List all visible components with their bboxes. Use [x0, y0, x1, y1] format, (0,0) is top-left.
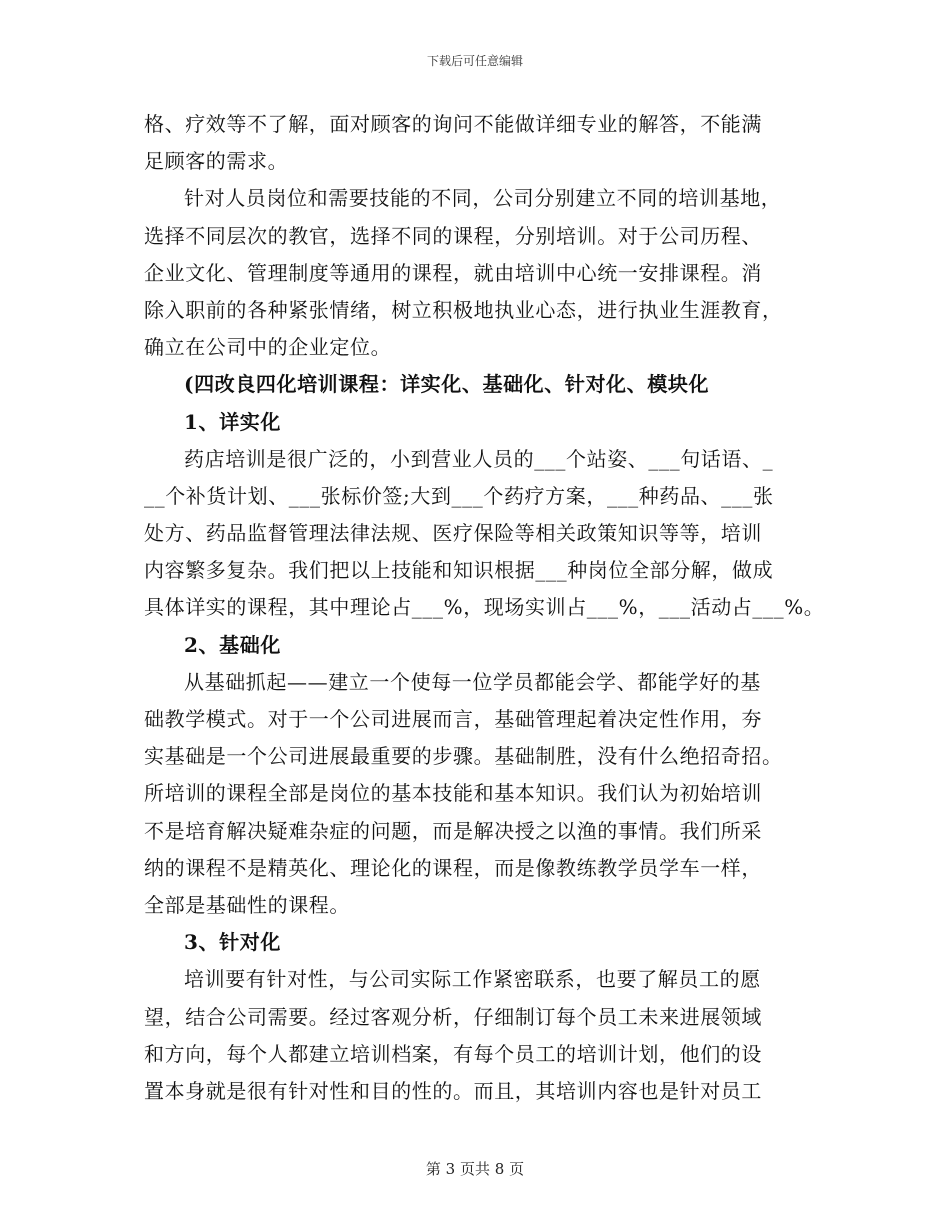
text-line: 全部是基础性的课程。 — [144, 892, 350, 917]
text-line: 药店培训是很广泛的，小到营业人员的___个站姿、___句话语、_ — [184, 446, 774, 471]
text-line: 培训要有针对性，与公司实际工作紧密联系，也要了解员工的愿 — [184, 967, 761, 992]
text-line: 置本身就是很有针对性和目的性的。而且，其培训内容也是针对员工 — [144, 1078, 762, 1103]
text-line: 实基础是一个公司进展最重要的步骤。基础制胜，没有什么绝招奇招。 — [144, 744, 783, 769]
section-heading: 2、基础化 — [184, 632, 281, 657]
text-line: 内容繁多复杂。我们把以上技能和知识根据___种岗位全部分解，做成 — [144, 558, 774, 583]
section-heading: 1、详实化 — [184, 409, 281, 434]
section-heading: (四改良四化培训课程：详实化、基础化、针对化、模块化 — [184, 372, 710, 397]
document-body — [144, 106, 825, 1110]
text-line: 不是培育解决疑难杂症的问题，而是解决授之以渔的事情。我们所采 — [144, 818, 762, 843]
text-line: 础教学模式。对于一个公司进展而言，基础管理起着决定性作用，夯 — [144, 707, 762, 731]
text-line: 望，结合公司需要。经过客观分析，仔细制订每个员工未来进展领域 — [144, 1004, 762, 1029]
text-line: 从基础抓起——建立一个使每一位学员都能会学、都能学好的基 — [184, 669, 761, 694]
text-line: 确立在公司中的企业定位。 — [144, 335, 392, 360]
text-line: 具体详实的课程，其中理论占___%，现场实训占___%，___活动占___%。 — [144, 595, 825, 620]
text-line: 除入职前的各种紧张情绪，树立积极地执业心态，进行执业生涯教育， — [144, 297, 783, 322]
text-line: 处方、药品监督管理法律法规、医疗保险等相关政策知识等等，培训 — [144, 521, 762, 546]
text-line: 针对人员岗位和需要技能的不同，公司分别建立不同的培训基地， — [184, 186, 782, 211]
text-line: 纳的课程不是精英化、理论化的课程，而是像教练教学员学车一样， — [144, 855, 762, 880]
text-line: 选择不同层次的教官，选择不同的课程，分别培训。对于公司历程、 — [144, 223, 762, 248]
text-line: 和方向，每个人都建立培训档案，有每个员工的培训计划，他们的设 — [144, 1041, 762, 1066]
text-line: 足顾客的需求。 — [144, 149, 289, 174]
text-line: 所培训的课程全部是岗位的基本技能和基本知识。我们认为初始培训 — [144, 781, 762, 806]
text-line: 企业文化、管理制度等通用的课程，就由培训中心统一安排课程。消 — [144, 260, 762, 285]
page-number: 第 3 页共 8 页 — [425, 1160, 525, 1178]
page-header: 下载后可任意编辑 — [426, 54, 523, 68]
text-line: 格、疗效等不了解，面对顾客的询问不能做详细专业的解答，不能满 — [144, 112, 762, 136]
section-heading: 3、针对化 — [184, 930, 281, 955]
text-line: __个补货计划、___张标价签;大到___个药疗方案，___种药品、___张 — [144, 483, 774, 508]
